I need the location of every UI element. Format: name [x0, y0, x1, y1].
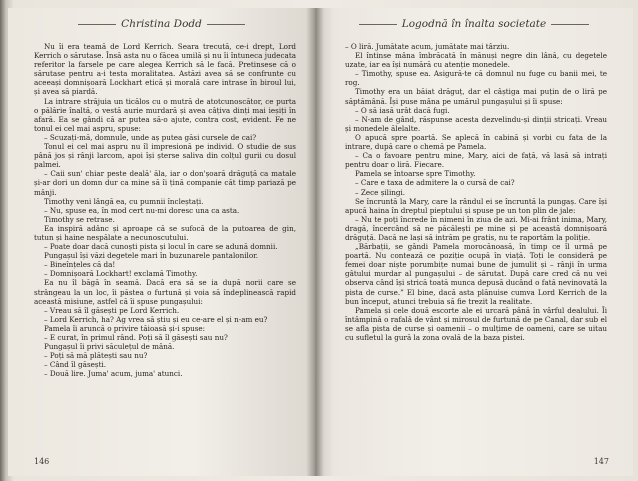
header-rule — [551, 24, 589, 25]
paragraph: – Domnișoară Lockhart! exclamă Timothy. — [44, 269, 198, 279]
paragraph: – Care e taxa de admitere la o cursă de cai? — [355, 178, 515, 188]
paragraph: Tonul ei cel mai aspru nu îl impresionă pe individ. O studie de sus până jos și rânji larcom, apoi își șterse saliva din colțul gurii cu dosul palmei. — [34, 142, 296, 170]
paragraph: Ea nu îl băgă în seamă. Dacă era să se ia după norii care se strângeau la un loc, îi păstea o furtună și voia să îndeplinească rapid această misiune, astfel că îi spuse pungașului: — [34, 278, 296, 306]
body-text — [34, 42, 296, 378]
running-header — [315, 18, 633, 30]
header-rule — [359, 24, 397, 25]
paragraph: El întinse mâna îmbrăcată în mănuși negre din lână, cu degetele uzate, iar ea își numără cu atenție monedele. — [345, 51, 607, 70]
header-rule — [207, 24, 245, 25]
right-page — [315, 8, 633, 476]
paragraph: – Zece șilingi. — [355, 187, 406, 197]
paragraph: Se încruntă la Mary, care la rândul ei se încruntă la pungaș. Care își apucă haina în dreptul pieptului și spuse pe un ton plin de jale: — [345, 196, 607, 215]
paragraph: Pungașul își văzi degetele mari în buzunarele pantalonilor. — [44, 251, 259, 261]
paragraph: – Când îl găsești. — [44, 360, 107, 370]
running-header — [8, 18, 315, 30]
paragraph: – Caii sun' chiar peste deală' ăla, iar o don'șoară drăguță ca matale și-ar dori un domn dur ca mine să îi țină companie căt timp pariază pe mânji. — [34, 169, 296, 197]
paragraph: – Nu te poți încrede în nimeni în ziua de azi. Mi-ai frânt inima, Mary, dragă, încercând să ne păcălești pe mine și pe această domnișoară drăguță. Dacă ne lași să intrăm pe gratis, nu te raportăm la poliție. — [345, 214, 607, 242]
paragraph: Pungașul îi privi săculețul de mână. — [44, 342, 175, 352]
paragraph: Timothy veni lângă ea, cu pumnii încleștați. — [44, 196, 204, 206]
paragraph: La intrare străjuia un ticălos cu o mutră de atotcunoscător, ce purta o pălărie înaltă, o vestă aurie murdară și avea câțiva dinți mai ieșiți în afară. Ea se gândi că ar putea să-o ajute, contra cost, evident. Fe ne tonul ei cel mai aspru, spuse: — [34, 96, 296, 133]
paragraph: – Poate doar dacă cunoști pista și locul în care se adună domnii. — [44, 242, 278, 252]
left-page — [8, 8, 315, 476]
paragraph: – Nu, spuse ea, în mod cert nu-mi doresc una ca asta. — [44, 205, 240, 215]
paragraph: Timothy era un băiat drăguț, dar el câștiga mai puțin de o liră pe săptămână. Își puse mâna pe umărul pungașului și îi spuse: — [345, 87, 607, 106]
paragraph: – Ca o favoare pentru mine, Mary, aici de față, vă lasă să intrați pentru doar o liră. Fiecare. — [345, 151, 607, 170]
book-spine-shadow — [306, 8, 324, 476]
paragraph: – E curat, în primul rând. Poți să îl găsești sau nu? — [44, 333, 228, 342]
paragraph: – Două lire. Juma' acum, juma' atunci. — [44, 369, 183, 379]
paragraph: „Bărbații, se gândi Pamela morocănoasă, în timp ce îl urmă pe poartă. Nu contează ce poziție ocupă în viață. Toți le consideră pe femei doar niște porumbițe numai bune de jumulit și – rânji în urma gâtului murdar al pungașului – de sărutat. După care cred că nu vei observa când își strică toată munca depusă ducând o fată nevinovată la pista de curse.” El bine, dacă asta plănuise cumva Lord Kerrich de la bun început, atunci trebuia să fie trezit la realitate. — [345, 242, 607, 306]
paragraph: Pamela și cele două escorte ale ei urcară până în vârful dealului. Îi întâmpină o rafală de vânt și mirosul de furtună de pe Canal, dar sub el se afla pista de curse și oamenii – o mulțime de oameni, care se uitau cu sufletul la gură la zona ovală de la baza pistei. — [345, 305, 607, 342]
paragraph: – Timothy, spuse ea. Asigură-te că domnul nu fuge cu banii mei, te rog. — [345, 69, 607, 88]
header-rule — [78, 24, 116, 25]
paragraph: – Vreau să îl găsești pe Lord Kerrich. — [44, 305, 180, 315]
paragraph: – Scuzați-mă, domnule, unde aș putea găsi cursele de cai? — [44, 132, 257, 142]
paragraph: – N-am de gând, răspunse acesta dezvelindu-și dinții stricați. Vreau și monedele ălelalte. — [345, 114, 607, 133]
header-title: Christina Dodd — [121, 18, 202, 30]
paragraph: – Bineînțeles că da! — [44, 260, 116, 270]
paragraph: Pamela îi aruncă o privire tăioasă și-i spuse: — [44, 323, 206, 333]
page-number: 146 — [34, 457, 50, 466]
paragraph: – Poți să mă plătești sau nu? — [44, 351, 148, 361]
paragraph: Pamela se întoarse spre Timothy. — [355, 169, 476, 179]
paragraph: Ea inspiră adânc și aproape că se sufocă de la putoarea de gin, tutun și haine nespălate a necunoscutului. — [34, 223, 296, 242]
paragraph: – Lord Kerrich, ha? Ag vrea să știu și eu ce-are el și n-am eu? — [44, 314, 268, 324]
body-text — [345, 42, 607, 342]
paragraph: Timothy se retrase. — [44, 214, 115, 224]
paragraph: – O să iasă urât dacă fugi. — [355, 105, 450, 115]
header-title: Logodnă în înalta societate — [401, 18, 547, 30]
page-number: 147 — [593, 457, 609, 466]
paragraph: – O liră. Jumătate acum, jumătate mai târziu. — [345, 42, 510, 51]
paragraph: O apucă spre poartă. Se aplecă în cabină și vorbi cu fata de la intrare, după care o chemă pe Pamela. — [345, 132, 607, 152]
paragraph: Nu îi era teamă de Lord Kerrich. Seara trecută, ce-i drept, Lord Kerrich o sărutase. Însă asta nu o făcea umilă și nu îi întuneca judecata referitor la farsele pe care alegea Kerrich să le facă. Pretinsese că o sărutase pentru a-i testa moralitatea. Astăzi avea să se confrunte cu aceeași domnișoară Lockhart etică și morală care intrase în biroul lui, și avea să piardă. — [34, 42, 296, 97]
